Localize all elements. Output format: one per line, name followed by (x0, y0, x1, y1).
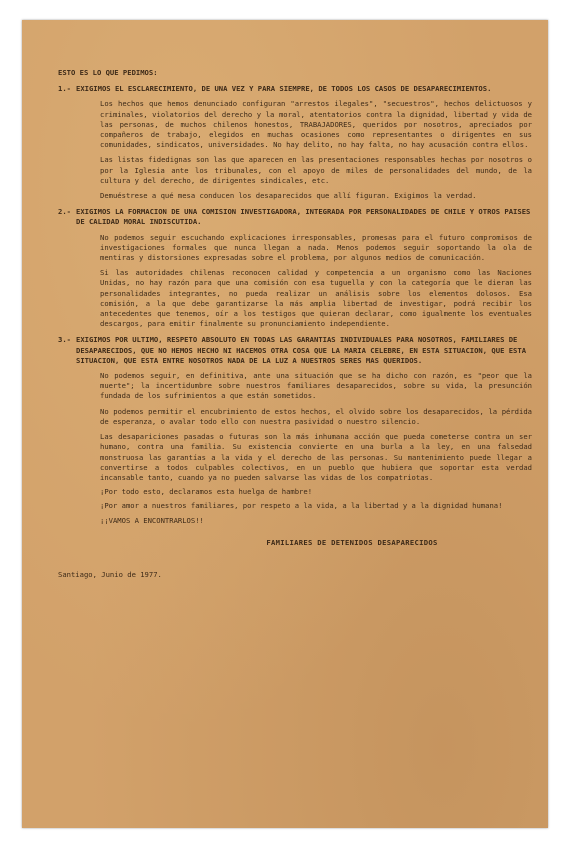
closing-line: ¡¡VAMOS A ENCONTRARLOS!! (100, 515, 204, 525)
closing-line: ¡Por amor a nuestros familiares, por respeto a la vida, a la libertad y a la dignidad humana! (100, 501, 503, 511)
paragraph: No podemos seguir escuchando explicaciones irresponsables, promesas para el futuro compromisos de investigaciones formales que nunca llegan a nada. Menos podemos seguir soportando la ola de mentiras y distorsiones expresadas sobre el problema, por algunos medios de comunicación. (100, 232, 532, 263)
paragraph: No podemos seguir, en definitiva, ante una situación que se ha dicho con razón, es "peor que la muerte"; la incertidumbre sobre nuestros familiares desaparecidos, sobre su vida, la presunción fundada de los sufrimientos a que están sometidos. (100, 371, 532, 401)
signature: FAMILIARES DE DETENIDOS DESAPARECIDOS (266, 537, 438, 547)
section-heading (58, 335, 532, 366)
paragraph: Si las autoridades chilenas reconocen calidad y competencia a un organismo como las Naciones Unidas, no hay razón para que una comisión con esa tuguella y con la categoría que le dieran las personalidades integrantes, no pueda realizar un análisis sobre los elementos dolosos. Esa comisión, a la que debe garantizarse la más amplia libertad de investigar, podrá recibir los antecedentes que tenemos, oír a los testigos que quieran declarar, como igualmente los eventuales descargos, para emitir finalmente su pronunciamiento independiente. (100, 268, 532, 329)
section-3 (52, 335, 532, 483)
paragraph: Los hechos que hemos denunciado configuran "arrestos ilegales", "secuestros", hechos delictuosos y criminales, violatorios del derecho y la moral, atentatorios contra la dignidad, libertad y vida de las personas, de muchos chilenos honestos, TRABAJADORES, queridos por nosotros, apreciados por compañeros de trabajo, elegidos en muchas ocasiones como representantes o dirigentes en sus comunidades, sindicatos, universidades. No hay delito, no hay falta, no hay acusación contra ellos. (100, 99, 532, 150)
section-2 (52, 207, 532, 329)
document-body (52, 68, 532, 580)
section-number: 3.- (58, 335, 71, 345)
paragraph: Las listas fidedignas son las que aparecen en las presentaciones responsables hechas por nosotros o por la Iglesia ante los tribunales, con el apoyo de miles de personalidades del mundo, de la cultura y del derecho, de dirigentes sindicales, etc. (100, 155, 532, 185)
intro-heading: ESTO ES LO QUE PEDIMOS: (58, 68, 158, 77)
section-1 (52, 84, 532, 201)
paragraph: Las desapariciones pasadas o futuras son la más inhumana acción que pueda cometerse contra un ser humano, contra una familia. Su existencia convierte en una burla a la ley, en una falsedad monstruosa las garantías a la vida y el derecho de las personas. Su mantenimiento puede llegar a convertirse a todos culpables colectivos, en un pueblo que hubiera que soportar esta verdad incansable tanto, cuando ya no pueden salvarse las vidas de los compatriotas. (100, 432, 532, 482)
section-heading (58, 84, 532, 94)
section-heading-text: EXIGIMOS LA FORMACION DE UNA COMISION INVESTIGADORA, INTEGRADA POR PERSONALIDADES DE CHILE Y OTROS PAISES DE CALIDAD MORAL INDISCUTIDA. (76, 207, 531, 227)
paragraph: Demuéstrese a qué mesa conducen los desaparecidos que allí figuran. Exigimos la verdad. (100, 191, 477, 201)
section-number: 2.- (58, 207, 71, 217)
closing-line: ¡Por todo esto, declaramos esta huelga de hambre! (100, 487, 313, 497)
date-line: Santiago, Junio de 1977. (58, 569, 162, 579)
paragraph: No podemos permitir el encubrimiento de estos hechos, el olvido sobre los desaparecidos, la pérdida de esperanza, o avalar todo ello con nuestra pasividad o nuestro silencio. (100, 406, 532, 426)
section-heading (58, 207, 532, 227)
section-heading-text: EXIGIMOS POR ULTIMO, RESPETO ABSOLUTO EN TODAS LAS GARANTIAS INDIVIDUALES PARA NOSOTROS, FAMILIARES DE DESAPARECIDOS, QUE NO HEMOS HECHO NI HACEMOS OTRA COSA QUE LA MARIA CELEBRE, EN ESTA SITUACION, QUE ESTA SITUACION, QUE ESTA ENTRE NOSOTROS NADA DE LA LUZ A NUESTROS SERES MAS QUERIDOS. (76, 335, 527, 365)
section-number: 1.- (58, 84, 71, 94)
section-heading-text: EXIGIMOS EL ESCLARECIMIENTO, DE UNA VEZ Y PARA SIEMPRE, DE TODOS LOS CASOS DE DESAPARECIMIENTOS. (76, 84, 492, 94)
paper-sheet (22, 20, 548, 828)
